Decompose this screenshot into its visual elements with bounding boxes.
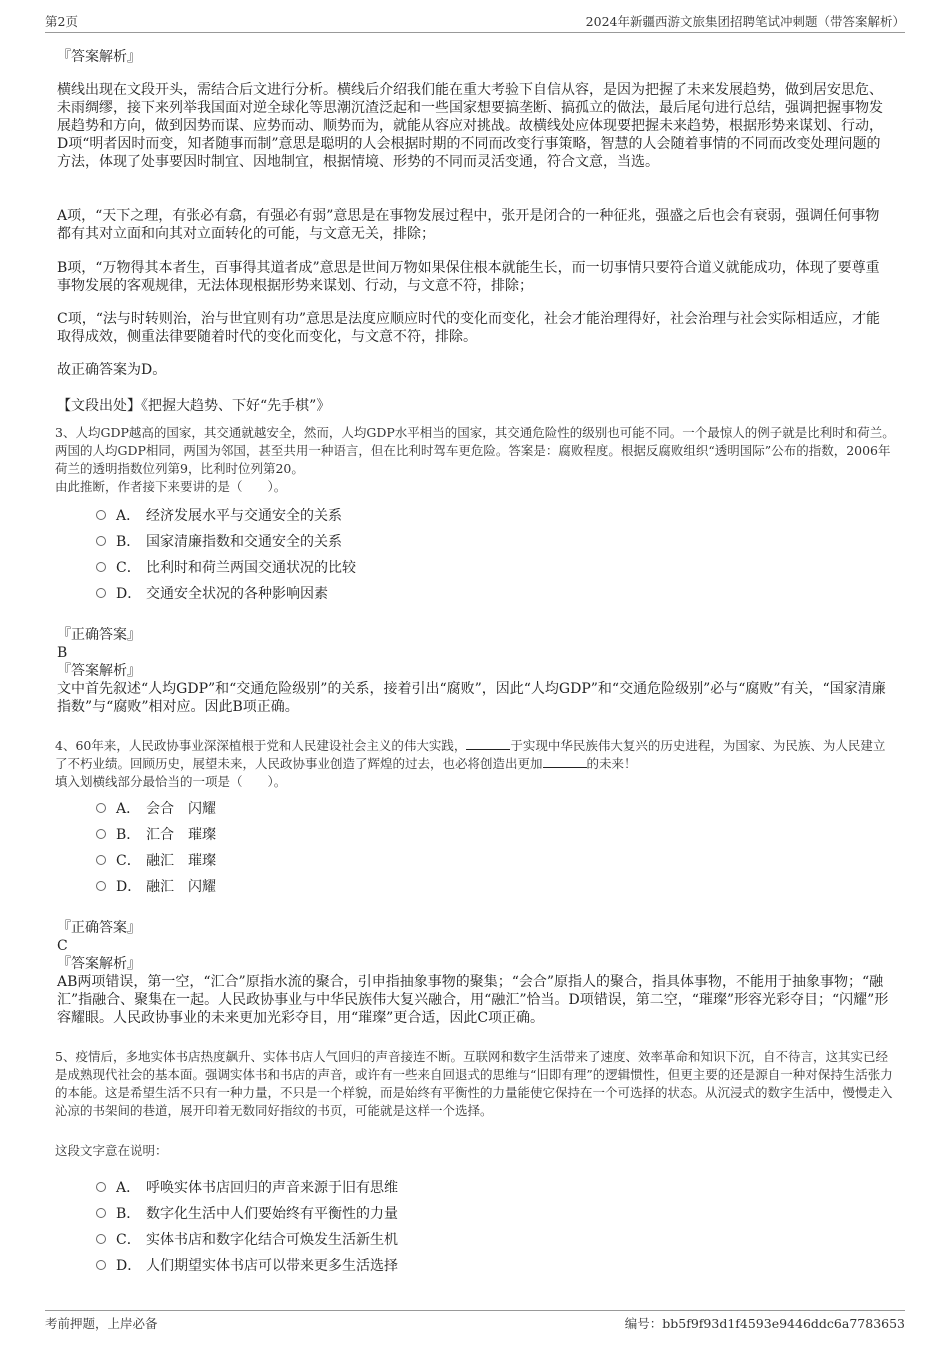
q2-source: 【文段出处】《把握大趋势、下好“先手棋”》 bbox=[57, 398, 331, 414]
q5-option-b[interactable]: B． 数字化生活中人们要始终有平衡性的力量 bbox=[96, 1201, 398, 1227]
q4-analysis: AB两项错误，第一空，“汇合”原指水流的聚合，引申指抽象事物的聚集；“会合”原指人的聚合，指具体事物，不能用于抽象事物；“融汇”指融合、聚集在一起。人民政协事业与中华民族伟大复兴融合，用“融汇”恰当。D项错误，第二空，“璀璨”形容光彩夺目；“闪耀”形容耀眼。人民政协事业的未来更加光彩夺目，用“璀璨”更合适，因此C项正确。 bbox=[57, 974, 889, 1026]
radio-icon[interactable] bbox=[96, 855, 106, 865]
q3-analysis: 文中首先叙述“人均GDP”和“交通危险级别”的关系，接着引出“腐败”，因此“人均GDP”和“交通危险级别”必与“腐败”有关，“国家清廉指数”与“腐败”相对应。因此B项正确。 bbox=[57, 681, 886, 715]
radio-icon[interactable] bbox=[96, 510, 106, 520]
q3-option-b[interactable]: B． 国家清廉指数和交通安全的关系 bbox=[96, 529, 356, 555]
q2-option-b-analysis: B项，“万物得其本者生，百事得其道者成”意思是世间万物如果保住根本就能生长，而一切事情只要符合道义就能成功，体现了要尊重事物发展的客观规律，无法体现根据形势来谋划、行动，与文意不符，排除； bbox=[57, 260, 880, 294]
q5-prompt: 这段文字意在说明： bbox=[55, 1143, 168, 1158]
q2-conclusion: 故正确答案为D。 bbox=[57, 362, 167, 378]
radio-icon[interactable] bbox=[96, 536, 106, 546]
q4-option-d[interactable]: D． 融汇 闪耀 bbox=[96, 874, 216, 900]
q3-prompt: 由此推断，作者接下来要讲的是（ ）。 bbox=[55, 479, 287, 494]
q4-analysis-label: 『答案解析』 bbox=[57, 956, 141, 972]
q3-option-d[interactable]: D． 交通安全状况的各种影响因素 bbox=[96, 581, 356, 607]
radio-icon[interactable] bbox=[96, 1260, 106, 1270]
q5-option-c[interactable]: C． 实体书店和数字化结合可焕发生活新生机 bbox=[96, 1227, 398, 1253]
q3-option-c[interactable]: C． 比利时和荷兰两国交通状况的比较 bbox=[96, 555, 356, 581]
radio-icon[interactable] bbox=[96, 803, 106, 813]
q4-blank-1 bbox=[466, 737, 510, 750]
q3-options bbox=[96, 503, 356, 607]
radio-icon[interactable] bbox=[96, 881, 106, 891]
q5-options bbox=[96, 1175, 398, 1279]
page-header bbox=[45, 12, 905, 33]
q5-option-d[interactable]: D． 人们期望实体书店可以带来更多生活选择 bbox=[96, 1253, 398, 1279]
radio-icon[interactable] bbox=[96, 588, 106, 598]
q3-answer-value: B bbox=[57, 645, 68, 661]
q4-option-b[interactable]: B． 汇合 璀璨 bbox=[96, 822, 216, 848]
q4-stem: 4、60年来，人民政协事业深深植根于党和人民建设社会主义的伟大实践， 于实现中华民族伟大复兴的历史进程，为国家、为民族、为人民建立了不朽业绩。回顾历史，展望未来，人民政协事业创造了辉煌的过去，也必将创造出更加 的未来！ 填入划横线部分最恰当的一项是（ ）。 bbox=[55, 737, 897, 791]
q5-stem: 5、疫情后，多地实体书店热度飙升、实体书店人气回归的声音接连不断。互联网和数字生活带来了速度、效率革命和知识下沉，自不待言，这其实已经是成熟现代社会的基本面。强调实体书和书店的声音，或许有一些来自回退式的思维与“旧即有理”的逻辑惯性，但更主要的还是源自一种对保持生活张力的本能。这是希望生活不只有一种力量，不只是一个样貌，而是始终有平衡性的力量能使它保持在一个可选择的状态。从沉浸式的数字生活中，慢慢走入沁凉的书架间的巷道，展开印着无数同好指纹的书页，可能就是这样一个选择。 bbox=[55, 1049, 893, 1118]
document-id: 编号：bb5f9f93d1f4593e9446ddc6a7783653 bbox=[624, 1316, 905, 1331]
q4-prompt: 填入划横线部分最恰当的一项是（ ）。 bbox=[55, 774, 287, 789]
radio-icon[interactable] bbox=[96, 1182, 106, 1192]
q3-option-a[interactable]: A． 经济发展水平与交通安全的关系 bbox=[96, 503, 356, 529]
page-footer bbox=[45, 1310, 905, 1335]
q4-blank-2 bbox=[543, 755, 587, 768]
page-number: 第2页 bbox=[45, 14, 78, 29]
radio-icon[interactable] bbox=[96, 1234, 106, 1244]
radio-icon[interactable] bbox=[96, 829, 106, 839]
q4-answer-label: 『正确答案』 bbox=[57, 920, 141, 936]
q5-option-a[interactable]: A． 呼唤实体书店回归的声音来源于旧有思维 bbox=[96, 1175, 398, 1201]
q4-option-c[interactable]: C． 融汇 璀璨 bbox=[96, 848, 216, 874]
q4-options bbox=[96, 796, 216, 900]
document-title: 2024年新疆西游文旅集团招聘笔试冲刺题（带答案解析） bbox=[585, 14, 905, 29]
q2-analysis-heading: 『答案解析』 bbox=[57, 49, 141, 65]
q3-answer-label: 『正确答案』 bbox=[57, 627, 141, 643]
q3-stem: 3、人均GDP越高的国家，其交通就越安全，然而，人均GDP水平相当的国家，其交通危险性的级别也可能不同。一个最惊人的例子就是比利时和荷兰。两国的人均GDP相同，两国为邻国，甚至共用一种语言，但在比利时驾车更危险。答案是：腐败程度。根据反腐败组织“透明国际”公布的指数，2006年荷兰的透明指数位列第9，比利时位列第20。 由此推断，作者接下来要讲的是（ ）。 bbox=[55, 424, 897, 496]
q4-answer bbox=[57, 919, 892, 1027]
q3-answer bbox=[57, 626, 892, 716]
q3-analysis-label: 『答案解析』 bbox=[57, 663, 141, 679]
q2-option-c-analysis: C项，“法与时转则治，治与世宜则有功”意思是法度应顺应时代的变化而变化，社会才能治理得好，社会治理与社会实际相适应，才能取得成效，侧重法律要随着时代的变化而变化，与文意不符，排除。 bbox=[57, 311, 881, 345]
radio-icon[interactable] bbox=[96, 1208, 106, 1218]
q2-option-a-analysis: A项，“天下之理，有张必有翕，有强必有弱”意思是在事物发展过程中，张开是闭合的一种征兆，强盛之后也会有衰弱，强调任何事物都有其对立面和向其对立面转化的可能，与文意无关，排除； bbox=[57, 208, 880, 242]
q4-answer-value: C bbox=[57, 938, 68, 954]
footer-slogan: 考前押题，上岸必备 bbox=[45, 1316, 158, 1331]
radio-icon[interactable] bbox=[96, 562, 106, 572]
q2-analysis-paragraph: 横线出现在文段开头，需结合后文进行分析。横线后介绍我们能在重大考验下自信从容，是因为把握了未来发展趋势，做到居安思危、未雨绸缪，接下来列举我国面对逆全球化等思潮沉渣泛起和一些国家想要搞垄断、搞孤立的做法，最后尾句进行总结，强调把握事物发展趋势和方向，做到因势而谋、应势而动、顺势而为，就能从容应对挑战。故横线处应体现要把握未来趋势，根据形势来谋划、行动，D项“明者因时而变，知者随事而制”意思是聪明的人会根据时期的不同而改变行事策略，智慧的人会随着事情的不同而改变处理问题的方法，体现了处事要因时制宜、因地制宜，根据情境、形势的不同而灵活变通，符合文意，当选。 bbox=[57, 82, 883, 170]
q4-option-a[interactable]: A． 会合 闪耀 bbox=[96, 796, 216, 822]
